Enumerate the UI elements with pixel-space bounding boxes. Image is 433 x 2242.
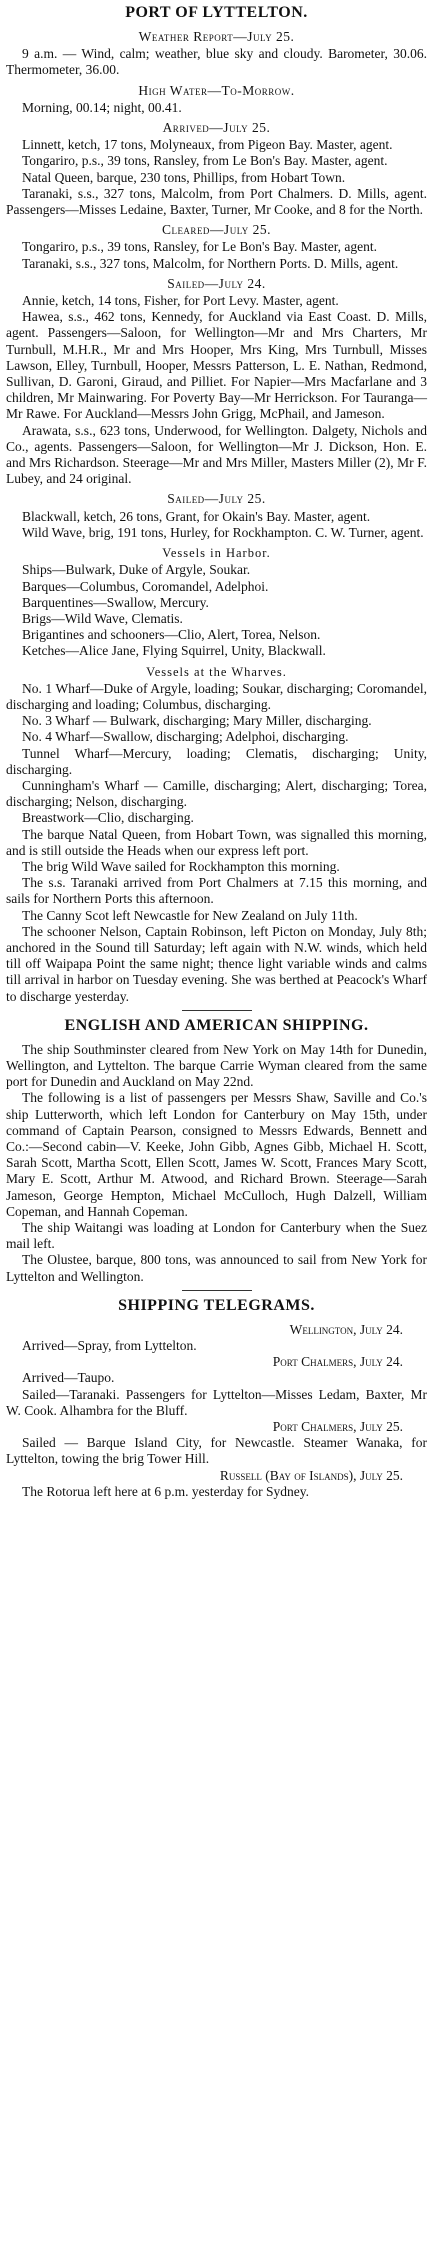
telegram-dateline: [6, 1419, 427, 1435]
telegram-text: Sailed — Barque Island City, for Newcastle. Steamer Wanaka, for Lyttelton, towing the brig Tower Hill.: [6, 1435, 427, 1467]
harbor-entry: Brigs—Wild Wave, Clematis.: [22, 610, 183, 626]
arrived-entry: Tongariro, p.s., 39 tons, Ransley, from Le Bon's Bay. Master, agent.: [22, 153, 388, 169]
harbor-entry: Ketches—Alice Jane, Flying Squirrel, Unity, Blackwall.: [22, 643, 326, 659]
sailed-heading: Sailed—July 25.: [167, 491, 266, 507]
weather-heading: Weather Report—July 25.: [138, 29, 295, 44]
english-shipping-title: ENGLISH AND AMERICAN SHIPPING.: [64, 1016, 369, 1034]
telegram-text: Sailed—Taranaki. Passengers for Lyttelton—Misses Ledam, Baxter, Mr W. Cook. Alhambra for the Bluff.: [6, 1386, 427, 1418]
wharf-entry: No. 3 Wharf — Bulwark, discharging; Mary Miller, discharging.: [22, 713, 372, 729]
shipping-note: The Canny Scot left Newcastle for New Zealand on July 11th.: [22, 907, 358, 923]
arrived-heading: Arrived—July 25.: [162, 120, 271, 136]
telegrams-title: SHIPPING TELEGRAMS.: [118, 1296, 315, 1314]
section-divider: [182, 1010, 252, 1011]
english-paragraph: The ship Waitangi was loading at London for Canterbury when the Suez mail left.: [6, 1220, 427, 1252]
wharf-entry: No. 1 Wharf—Duke of Argyle, loading; Soukar, discharging; Coromandel, discharging and loading; Columbus, discharging.: [6, 680, 427, 712]
harbor-entry: Ships—Bulwark, Duke of Argyle, Soukar.: [22, 562, 251, 578]
section-divider: [182, 1290, 252, 1291]
telegram-text: Arrived—Taupo.: [22, 1370, 115, 1386]
weather-report: 9 a.m. — Wind, calm; weather, blue sky and cloudy. Barometer, 30.06. Thermometer, 36.00.: [6, 46, 427, 78]
harbor-entry: Barques—Columbus, Coromandel, Adelphoi.: [22, 578, 269, 594]
arrived-entry: Natal Queen, barque, 230 tons, Phillips, from Hobart Town.: [22, 169, 346, 185]
sailed-heading: Sailed—July 24.: [167, 275, 266, 291]
telegram-dateline-text: Wellington, July 24.: [289, 1321, 403, 1337]
harbor-entry: Brigantines and schooners—Clio, Alert, Torea, Nelson.: [22, 627, 321, 643]
telegram-dateline-text: Russell (Bay of Islands), July 25.: [219, 1467, 403, 1483]
sailed-entry: Hawea, s.s., 462 tons, Kennedy, for Auckland via East Coast. D. Mills, agent. Passengers—Saloon, for Wellington—Mr and Mrs Charters, Mr Turnbull, M.H.R., Mr and Mrs Hooper, Mrs King, Mrs Turnbull, Misses Lawson, Elley, Turnbull, Hooper, Messrs Patterson, L. E. Nathan, Redmond, Sullivan, D. Garoni, Giraud, and Pilliet. For Napier—Mrs Macfarlane and 3 children, Mr Mainwaring. For Poverty Bay—Mr Herrickson. For Tauranga—Mr Rawe. For Auckland—Messrs John Grigg, McPhail, and Jameson.: [6, 309, 427, 422]
wharf-entry: No. 4 Wharf—Swallow, discharging; Adelphoi, discharging.: [22, 729, 349, 745]
wharf-entry: Tunnel Wharf—Mercury, loading; Clematis, discharging; Unity, discharging.: [6, 745, 427, 777]
cleared-entry: Tongariro, p.s., 39 tons, Ransley, for Le Bon's Bay. Master, agent.: [22, 239, 378, 255]
wharf-entry: Cunningham's Wharf — Camille, discharging; Alert, discharging; Torea, discharging; Nelson, discharging.: [6, 777, 427, 810]
shipping-note: The schooner Nelson, Captain Robinson, left Picton on Monday, July 8th; anchored in the Sound till Saturday; left again with N.W. winds, which held till off Waipapa Point the same night; thence light variable winds and calms till arrival in harbor on Tuesday evening. She was berthed at Peacock's Wharf to discharge yesterday.: [6, 923, 427, 1004]
shipping-note: The s.s. Taranaki arrived from Port Chalmers at 7.15 this morning, and sails for Northern Ports this afternoon.: [6, 875, 427, 907]
harbor-heading: Vessels in Harbor.: [162, 546, 271, 561]
arrived-entry: Taranaki, s.s., 327 tons, Malcolm, from Port Chalmers. D. Mills, agent. Passengers—Misses Ledaine, Baxter, Turner, Mr Cooke, and 8 for the North.: [6, 185, 427, 218]
sailed-entry: Annie, ketch, 14 tons, Fisher, for Port Levy. Master, agent.: [22, 293, 339, 309]
telegram-text: Arrived—Spray, from Lyttelton.: [22, 1338, 197, 1354]
harbor-entry: Barquentines—Swallow, Mercury.: [22, 594, 209, 610]
shipping-note: The barque Natal Queen, from Hobart Town, was signalled this morning, and is still outside the Heads when our express left port.: [6, 826, 427, 858]
high-water-times: Morning, 00.14; night, 00.41.: [22, 99, 182, 115]
shipping-note: The brig Wild Wave sailed for Rockhampton this morning.: [22, 858, 340, 874]
sailed-entry: Blackwall, ketch, 26 tons, Grant, for Okain's Bay. Master, agent.: [22, 508, 371, 524]
telegram-dateline: [6, 1354, 427, 1370]
telegram-dateline-text: Port Chalmers, July 25.: [272, 1419, 403, 1435]
telegram-dateline: [6, 1322, 427, 1338]
telegram-dateline-text: Port Chalmers, July 24.: [272, 1354, 403, 1370]
telegram-text: The Rotorua left here at 6 p.m. yesterday for Sydney.: [22, 1483, 310, 1499]
wharves-heading: Vessels at the Wharves.: [146, 664, 287, 679]
english-paragraph: The ship Southminster cleared from New York on May 14th for Dunedin, Wellington, and Lyttelton. The barque Carrie Wyman cleared from the same port for Dunedin and Auckland on May 22nd.: [6, 1041, 427, 1090]
port-title: PORT OF LYTTELTON.: [125, 4, 308, 21]
english-paragraph: The Olustee, barque, 800 tons, was announced to sail from New York for Lyttelton and Wellington.: [6, 1252, 427, 1284]
cleared-heading: Cleared—July 25.: [161, 222, 272, 238]
wharf-entry: Breastwork—Clio, discharging.: [22, 810, 194, 826]
sailed-entry: Wild Wave, brig, 191 tons, Hurley, for Rockhampton. C. W. Turner, agent.: [22, 524, 424, 540]
arrived-entry: Linnett, ketch, 17 tons, Molyneaux, from Pigeon Bay. Master, agent.: [22, 137, 393, 153]
telegram-dateline: [6, 1468, 427, 1484]
sailed-entry: Arawata, s.s., 623 tons, Underwood, for Wellington. Dalgety, Nichols and Co., agents. Passengers—Saloon, for Wellington—Mr J. Dickson, Hon. E. and Mrs Richardson. Steerage—Mr and Mrs Miller, Masters Miller (2), Mr F. Lubey, and 24 original.: [6, 422, 427, 487]
high-water-heading: High Water—To-Morrow.: [138, 82, 295, 98]
english-paragraph: The following is a list of passengers per Messrs Shaw, Saville and Co.'s ship Lutterworth, which left London for Canterbury on May 15th, under command of Captain Pearson, consigned to Messrs Edwards, Bennett and Co.:—Second cabin—V. Keeke, John Gibb, Agnes Gibb, Michael H. Scott, Sarah Scott, Martha Scott, Ellen Scott, James W. Scott, Frances Mary Scott, Mary E. Scott, Arthur M. Atwood, and Richard Brown. Steerage—Sarah Jameson, George Hempton, Michael McCulloch, Hugh Dalzell, William Copeman, and Hannah Copeman.: [6, 1090, 427, 1219]
cleared-entry: Taranaki, s.s., 327 tons, Malcolm, for Northern Ports. D. Mills, agent.: [22, 255, 399, 271]
